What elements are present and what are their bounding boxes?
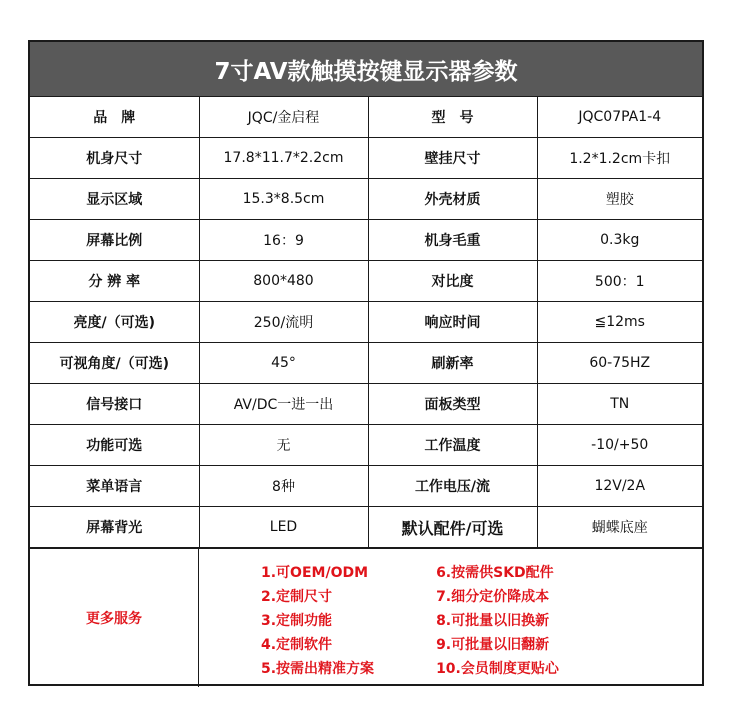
spec-label: 屏幕背光 [30,507,199,548]
spec-value: 250/流明 [199,302,368,343]
spec-label: 面板类型 [368,384,537,425]
spec-value: 17.8*11.7*2.2cm [199,138,368,179]
spec-label: 品 牌 [30,97,199,138]
spec-value: LED [199,507,368,548]
spec-value: 8种 [199,466,368,507]
service-item: 3.定制功能 [261,613,333,629]
table-row [30,343,702,384]
spec-label: 外壳材质 [368,179,537,220]
spec-value: 塑胶 [537,179,702,220]
service-item: 1.可OEM/ODM [261,565,369,581]
spec-label: 屏幕比例 [30,220,199,261]
services-column-2 [436,561,559,687]
spec-label: 工作电压/流 [368,466,537,507]
spec-value: 1.2*1.2cm卡扣 [537,138,702,179]
spec-value: 60-75HZ [537,343,702,384]
spec-value: 无 [199,425,368,466]
spec-label: 壁挂尺寸 [368,138,537,179]
spec-label: 机身尺寸 [30,138,199,179]
table-row [30,179,702,220]
spec-value: AV/DC一进一出 [199,384,368,425]
table-row [30,261,702,302]
spec-label: 功能可选 [30,425,199,466]
spec-value: JQC07PA1-4 [537,97,702,138]
spec-value: ≦12ms [537,302,702,343]
spec-label: 刷新率 [368,343,537,384]
spec-label: 菜单语言 [30,466,199,507]
service-item: 10.会员制度更贴心 [436,661,559,677]
spec-table [30,97,702,548]
services-label: 更多服务 [30,549,199,687]
spec-label: 型 号 [368,97,537,138]
service-item: 9.可批量以旧翻新 [436,637,550,653]
spec-label: 亮度/（可选) [30,302,199,343]
spec-value: 45° [199,343,368,384]
spec-value: 500：1 [537,261,702,302]
services-list [199,549,702,687]
spec-label: 分 辨 率 [30,261,199,302]
table-row [30,507,702,548]
service-item: 4.定制软件 [261,637,333,653]
spec-label: 显示区域 [30,179,199,220]
table-row [30,97,702,138]
table-row [30,425,702,466]
table-row [30,138,702,179]
service-item: 5.按需出精准方案 [261,661,375,677]
spec-label: 默认配件/可选 [368,507,537,548]
spec-value: 800*480 [199,261,368,302]
service-item: 2.定制尺寸 [261,589,333,605]
table-row [30,302,702,343]
spec-value: JQC/金启程 [199,97,368,138]
spec-value: 0.3kg [537,220,702,261]
services-column-1 [261,561,374,687]
spec-value: -10/+50 [537,425,702,466]
spec-sheet [28,40,704,686]
spec-value: 蝴蝶底座 [537,507,702,548]
spec-label: 响应时间 [368,302,537,343]
spec-value: 16：9 [199,220,368,261]
spec-value: 15.3*8.5cm [199,179,368,220]
spec-label: 工作温度 [368,425,537,466]
spec-value: TN [537,384,702,425]
spec-title: 7寸AV款触摸按键显示器参数 [30,42,702,97]
spec-value: 12V/2A [537,466,702,507]
service-item: 8.可批量以旧换新 [436,613,550,629]
services-section [30,548,702,687]
service-item: 7.细分定价降成本 [436,589,550,605]
spec-label: 信号接口 [30,384,199,425]
table-row [30,466,702,507]
table-row [30,384,702,425]
spec-label: 可视角度/（可选) [30,343,199,384]
spec-label: 对比度 [368,261,537,302]
spec-label: 机身毛重 [368,220,537,261]
service-item: 6.按需供SKD配件 [436,565,554,581]
table-row [30,220,702,261]
